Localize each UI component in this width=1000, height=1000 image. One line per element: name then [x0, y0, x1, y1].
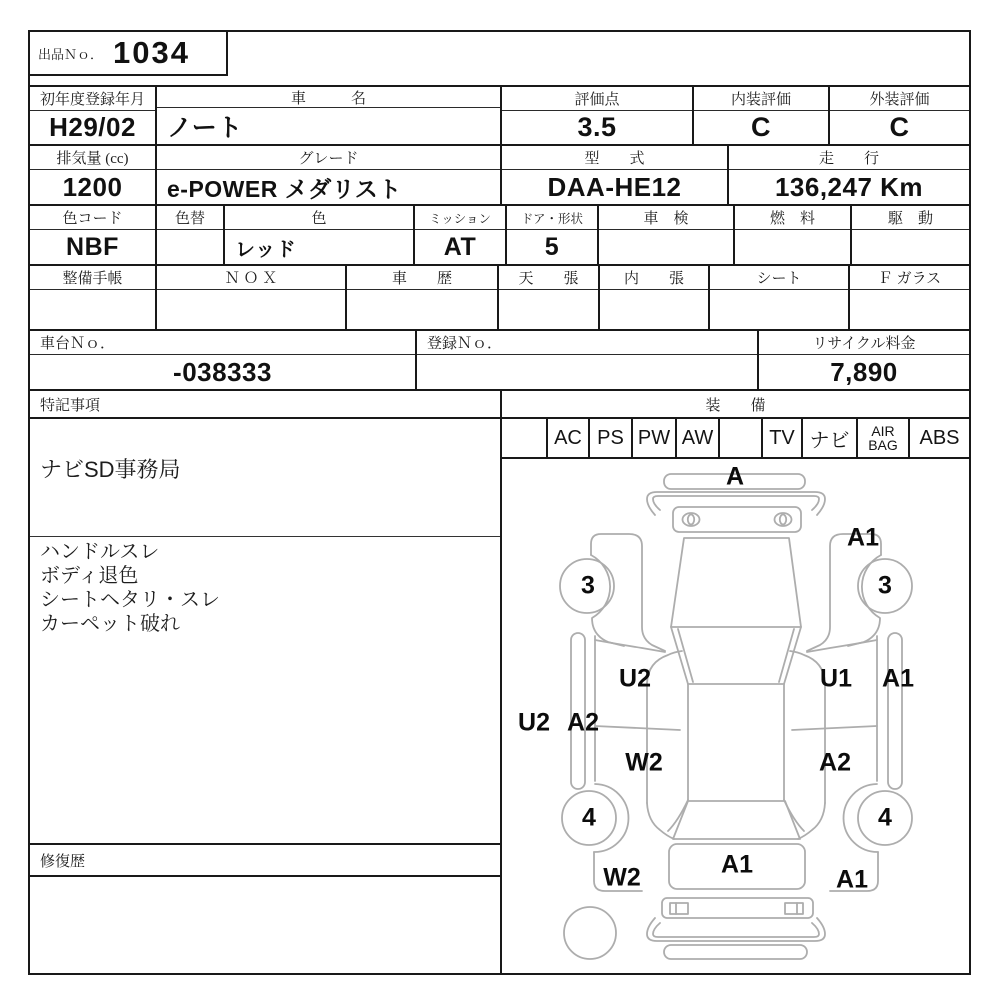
equipment-cell-abs: ABS [910, 419, 969, 459]
left-door-divider [595, 726, 680, 730]
damage-marker-u2: U2 [518, 708, 550, 737]
interior-grade-label: 内装評価 [694, 87, 828, 111]
repair-history-header: 修復歴 [30, 845, 500, 877]
note-item: ハンドルスレ [40, 541, 160, 563]
doors-value: 5 [544, 232, 560, 261]
damage-marker-a: A [725, 462, 745, 491]
damage-marker-w2: W2 [625, 748, 663, 777]
notes-header: 特記事項 [30, 391, 500, 419]
row-registration [28, 85, 971, 146]
notes-office-text: ナビSD事務局 [30, 419, 500, 537]
damage-marker-4: 4 [878, 803, 892, 832]
lot-number-box [28, 30, 228, 76]
fuel-label: 燃 料 [735, 206, 850, 230]
score-value: 3.5 [577, 112, 617, 142]
score-label: 評価点 [502, 87, 692, 111]
row-grade [28, 146, 971, 206]
note-item: ボディ退色 [40, 565, 139, 587]
spare-wheel [564, 907, 616, 959]
equipment-header: 装 備 [502, 391, 969, 419]
nox-label: Ｎ Ｏ Ｘ [157, 266, 345, 290]
reg-date-label: 初年度登録年月 [30, 87, 155, 111]
equipment-cell-aw: AW [677, 419, 720, 459]
damage-marker-3: 3 [878, 571, 892, 600]
reg-date-value: H29/02 [49, 112, 136, 142]
history-label: 車 歴 [347, 266, 497, 290]
equipment-column [502, 391, 969, 973]
doors-label: ドア・形状 [507, 206, 597, 230]
main-body [28, 391, 971, 975]
registration-no-label: 登録Ｎｏ． [417, 331, 757, 355]
model-code-label: 型 式 [502, 146, 727, 170]
seat-label: シート [710, 266, 848, 290]
front-left-fender [591, 534, 665, 651]
color-value: レッド [235, 238, 297, 261]
damage-marker-a1: A1 [847, 523, 879, 552]
damage-marker-4: 4 [582, 803, 596, 832]
color-change-label: 色替 [157, 206, 223, 230]
fuel-value [735, 230, 850, 264]
recycle-fee-label: リサイクル料金 [759, 331, 969, 355]
note-item: カーペット破れ [40, 613, 180, 635]
headliner-label: 天 張 [499, 266, 598, 290]
damage-marker-u2: U2 [619, 664, 651, 693]
drive-label: 駆 動 [852, 206, 969, 230]
car-name-label: 車 名 [157, 87, 500, 108]
transmission-label: ミッション [415, 206, 505, 230]
color-label: 色 [225, 206, 413, 230]
color-change-value [157, 230, 223, 264]
damage-marker-a2: A2 [567, 708, 599, 737]
equipment-cell-pw: PW [633, 419, 677, 459]
drive-value [852, 230, 969, 264]
model-code-value: DAA-HE12 [547, 171, 682, 202]
mileage-value: 136,247 Km [774, 171, 924, 202]
color-code-label: 色コード [30, 206, 155, 230]
service-book-value [30, 290, 155, 329]
mileage-label: 走 行 [729, 146, 969, 170]
tail-lamp-right [785, 903, 803, 914]
transmission-value: AT [443, 232, 477, 261]
notes-list [30, 537, 500, 845]
windshield [671, 538, 801, 627]
registration-no-value [417, 355, 757, 389]
damage-marker-3: 3 [581, 571, 595, 600]
note-item: シートヘタリ・スレ [40, 589, 220, 611]
damage-marker-a1: A1 [882, 664, 914, 693]
equipment-cell-ps: PS [590, 419, 633, 459]
rear-window [673, 801, 800, 839]
recycle-fee-value: 7,890 [830, 356, 898, 387]
equipment-cell-ac: AC [548, 419, 590, 459]
lot-number-value: 1034 [113, 35, 190, 70]
car-damage-diagram [502, 459, 969, 973]
history-value [347, 290, 497, 329]
displacement-value: 1200 [62, 171, 123, 202]
equipment-cell-navi: ナビ [803, 419, 858, 459]
seat-value [710, 290, 848, 329]
damage-marker-u1: U1 [820, 664, 852, 693]
row-chassis [28, 331, 971, 391]
inspection-label: 車 検 [599, 206, 733, 230]
car-name-value: ノート [167, 114, 243, 142]
front-glass-value [850, 290, 969, 329]
headliner-value [499, 290, 598, 329]
chassis-no-value: -038333 [173, 356, 272, 387]
notes-column [30, 391, 502, 973]
bottom-bar [664, 945, 807, 959]
damage-marker-a1: A1 [836, 865, 868, 894]
color-code-value: NBF [66, 232, 119, 261]
displacement-label: 排気量 (cc) [30, 146, 155, 170]
door-trim-value [600, 290, 708, 329]
bottom-bumper-inner [653, 923, 819, 937]
equipment-cell [720, 419, 763, 459]
equipment-cell-airbag: AIR BAG [858, 419, 910, 459]
exterior-grade-label: 外装評価 [830, 87, 969, 111]
right-sill [888, 633, 902, 789]
repair-history-value [30, 877, 500, 973]
equipment-cell [502, 419, 548, 459]
rear-left-wheel-arch [594, 784, 628, 852]
tail-lamp-left [670, 903, 688, 914]
door-trim-label: 内 張 [600, 266, 708, 290]
exterior-grade-value: C [889, 112, 910, 142]
row-color [28, 206, 971, 266]
tail-panel [662, 898, 813, 918]
inspection-value [599, 230, 733, 264]
interior-grade-value: C [751, 112, 771, 142]
damage-marker-a2: A2 [819, 748, 851, 777]
equipment-cells [502, 419, 969, 459]
service-book-label: 整備手帳 [30, 266, 155, 290]
front-glass-label: Ｆ ガラス [850, 266, 969, 290]
nox-value [157, 290, 345, 329]
light-panel [673, 507, 801, 532]
damage-marker-a1: A1 [721, 850, 753, 879]
lot-number-label: 出品Ｎｏ． [38, 46, 104, 62]
equipment-cell-tv: TV [763, 419, 803, 459]
right-door-divider [792, 726, 877, 730]
grade-value: e-POWER メダリスト [167, 175, 402, 202]
grade-label: グレード [157, 146, 500, 170]
chassis-no-label: 車台Ｎｏ． [30, 331, 415, 355]
damage-marker-w2: W2 [603, 863, 641, 892]
row-condition [28, 266, 971, 331]
